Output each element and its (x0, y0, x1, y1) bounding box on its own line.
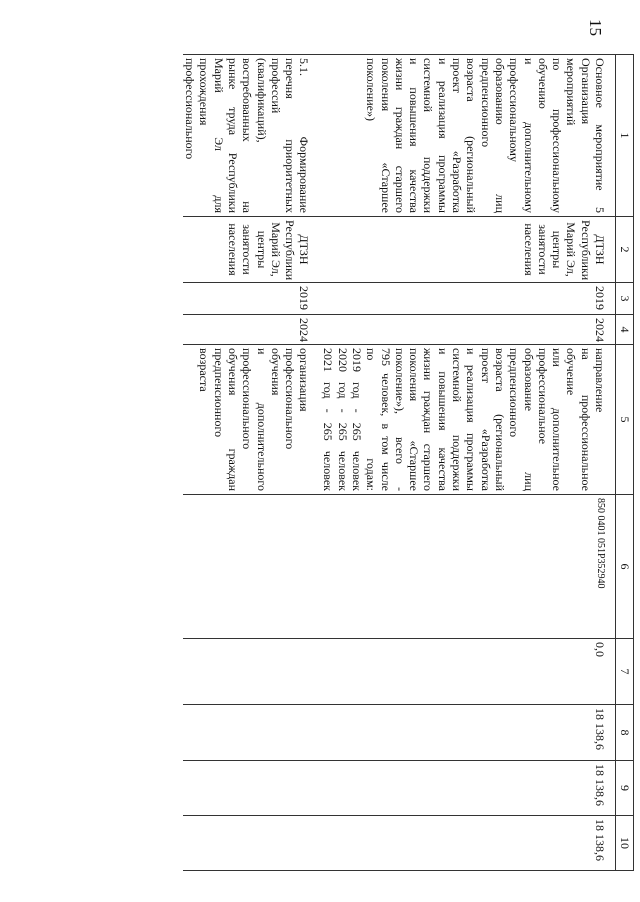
text-line: по годам: (364, 348, 379, 491)
header-cell: 4 (616, 315, 634, 345)
text-line: (квалификаций), (254, 58, 269, 143)
text-line: Основное мероприятие 5 (593, 58, 607, 213)
text-line: обучения (268, 348, 283, 396)
text-line: занятости (240, 224, 255, 275)
value-cell (183, 639, 316, 705)
page-number: 15 (586, 19, 605, 36)
text-line: образование лиц (521, 348, 536, 491)
text-line: возраста (региональный (492, 348, 507, 491)
text-line: поколение») (364, 58, 379, 121)
header-cell: 7 (616, 639, 634, 705)
text-line: образованию лиц (492, 58, 507, 213)
budget-code-cell: 850 0401 051P352940 (316, 495, 616, 639)
text-line: по профессиональному (550, 58, 565, 213)
start-year-cell: 2019 (183, 283, 316, 315)
text-line: и дополнительного (254, 348, 269, 491)
header-cell: 2 (616, 217, 634, 283)
text-line: профессионального (183, 58, 198, 160)
value-cell: 18 138,6 (316, 816, 616, 871)
text-line: системной поддержки (450, 348, 465, 491)
text-line: и повышения качества (435, 348, 450, 491)
header-cell: 5 (616, 345, 634, 495)
text-line: обучению (535, 58, 550, 109)
text-line: предпенсионного (507, 348, 522, 438)
start-year-cell: 2019 (316, 283, 616, 315)
text-line: жизни граждан старшего (392, 58, 407, 213)
text-line: прохождения (197, 58, 212, 126)
text-line: 2019 год - 265 человек (349, 348, 364, 491)
table-row (183, 55, 316, 871)
value-cell: 0,0 (316, 639, 616, 705)
header-cell: 8 (616, 705, 634, 761)
text-line: системной поддержки (421, 58, 436, 213)
text-line: направление (593, 348, 607, 413)
text-line: жизни граждан старшего (421, 348, 436, 491)
budget-code-cell (183, 495, 316, 639)
description-cell (316, 345, 616, 495)
text-line: обучение (564, 348, 579, 396)
text-line: Республики (283, 220, 298, 281)
header-cell: 10 (616, 816, 634, 871)
rotated-table-area (127, 54, 634, 870)
text-line: предпенсионного (211, 348, 226, 438)
value-cell (183, 705, 316, 761)
value-cell: 18 138,6 (316, 705, 616, 761)
text-line: проект «Разработка (450, 58, 465, 213)
header-cell: 3 (616, 283, 634, 315)
header-cell: 1 (616, 55, 634, 217)
text-line: ДТЗН (297, 234, 312, 265)
text-line: возраста (региональный (464, 58, 479, 213)
text-line: поколение»), всего - (392, 348, 407, 491)
table-row (316, 55, 616, 871)
text-line: центры (254, 230, 269, 269)
description-cell (183, 345, 316, 495)
text-line: и реализация программы (464, 348, 479, 491)
text-line: и повышения качества (407, 58, 422, 213)
text-line: 2021 год - 265 человек (321, 348, 336, 491)
end-year-cell: 2024 (183, 315, 316, 345)
text-line: занятости (535, 224, 550, 275)
text-line: Организация (578, 58, 593, 125)
text-line: проект «Разработка (478, 348, 493, 491)
text-line: поколения «Старшее (378, 58, 393, 213)
text-line: 2020 год - 265 человек (335, 348, 350, 491)
text-line: профессионального (283, 348, 298, 450)
measures-table (183, 54, 634, 871)
text-line: Республики (578, 220, 593, 281)
text-line: обучения граждан (226, 348, 241, 491)
text-line: организация (297, 348, 312, 412)
text-line: профессий (268, 58, 283, 114)
text-line: профессионального (240, 348, 255, 450)
executor-cell (316, 217, 616, 283)
text-line: на профессиональное (578, 348, 593, 491)
text-line: или дополнительное (550, 348, 565, 491)
measure-title-cell (316, 55, 616, 217)
value-cell (183, 761, 316, 816)
text-line: населения (521, 223, 536, 276)
text-line: профессиональное (535, 348, 550, 445)
header-cell: 9 (616, 761, 634, 816)
text-line: рынке труда Республики (226, 58, 241, 213)
text-line: 795 человек, в том числе (378, 348, 393, 491)
text-line: Марий Эл, (564, 222, 579, 277)
text-line: предпенсионного (478, 58, 493, 148)
text-line: и дополнительному (521, 58, 536, 213)
text-line: перечня приоритетных (283, 58, 298, 213)
text-line: и реализация программы (435, 58, 450, 213)
value-cell: 18 138,6 (316, 761, 616, 816)
header-cell: 6 (616, 495, 634, 639)
text-line: профессиональному (507, 58, 522, 162)
end-year-cell: 2024 (316, 315, 616, 345)
measure-title-cell (183, 55, 316, 217)
text-line: Марий Эл для (211, 58, 226, 213)
executor-cell (183, 217, 316, 283)
text-line: востребованных на (240, 58, 255, 213)
text-line: возраста (197, 348, 212, 392)
value-cell (183, 816, 316, 871)
text-line: центры (550, 230, 565, 269)
table-header-row (616, 55, 634, 871)
text-line: населения (226, 223, 241, 276)
text-line: Марий Эл, (268, 222, 283, 277)
text-line: ДТЗН (593, 234, 607, 265)
text-line: поколения «Старшее (407, 348, 422, 491)
text-line: мероприятий (564, 58, 579, 126)
text-line: 5.1. Формирование (297, 58, 312, 213)
